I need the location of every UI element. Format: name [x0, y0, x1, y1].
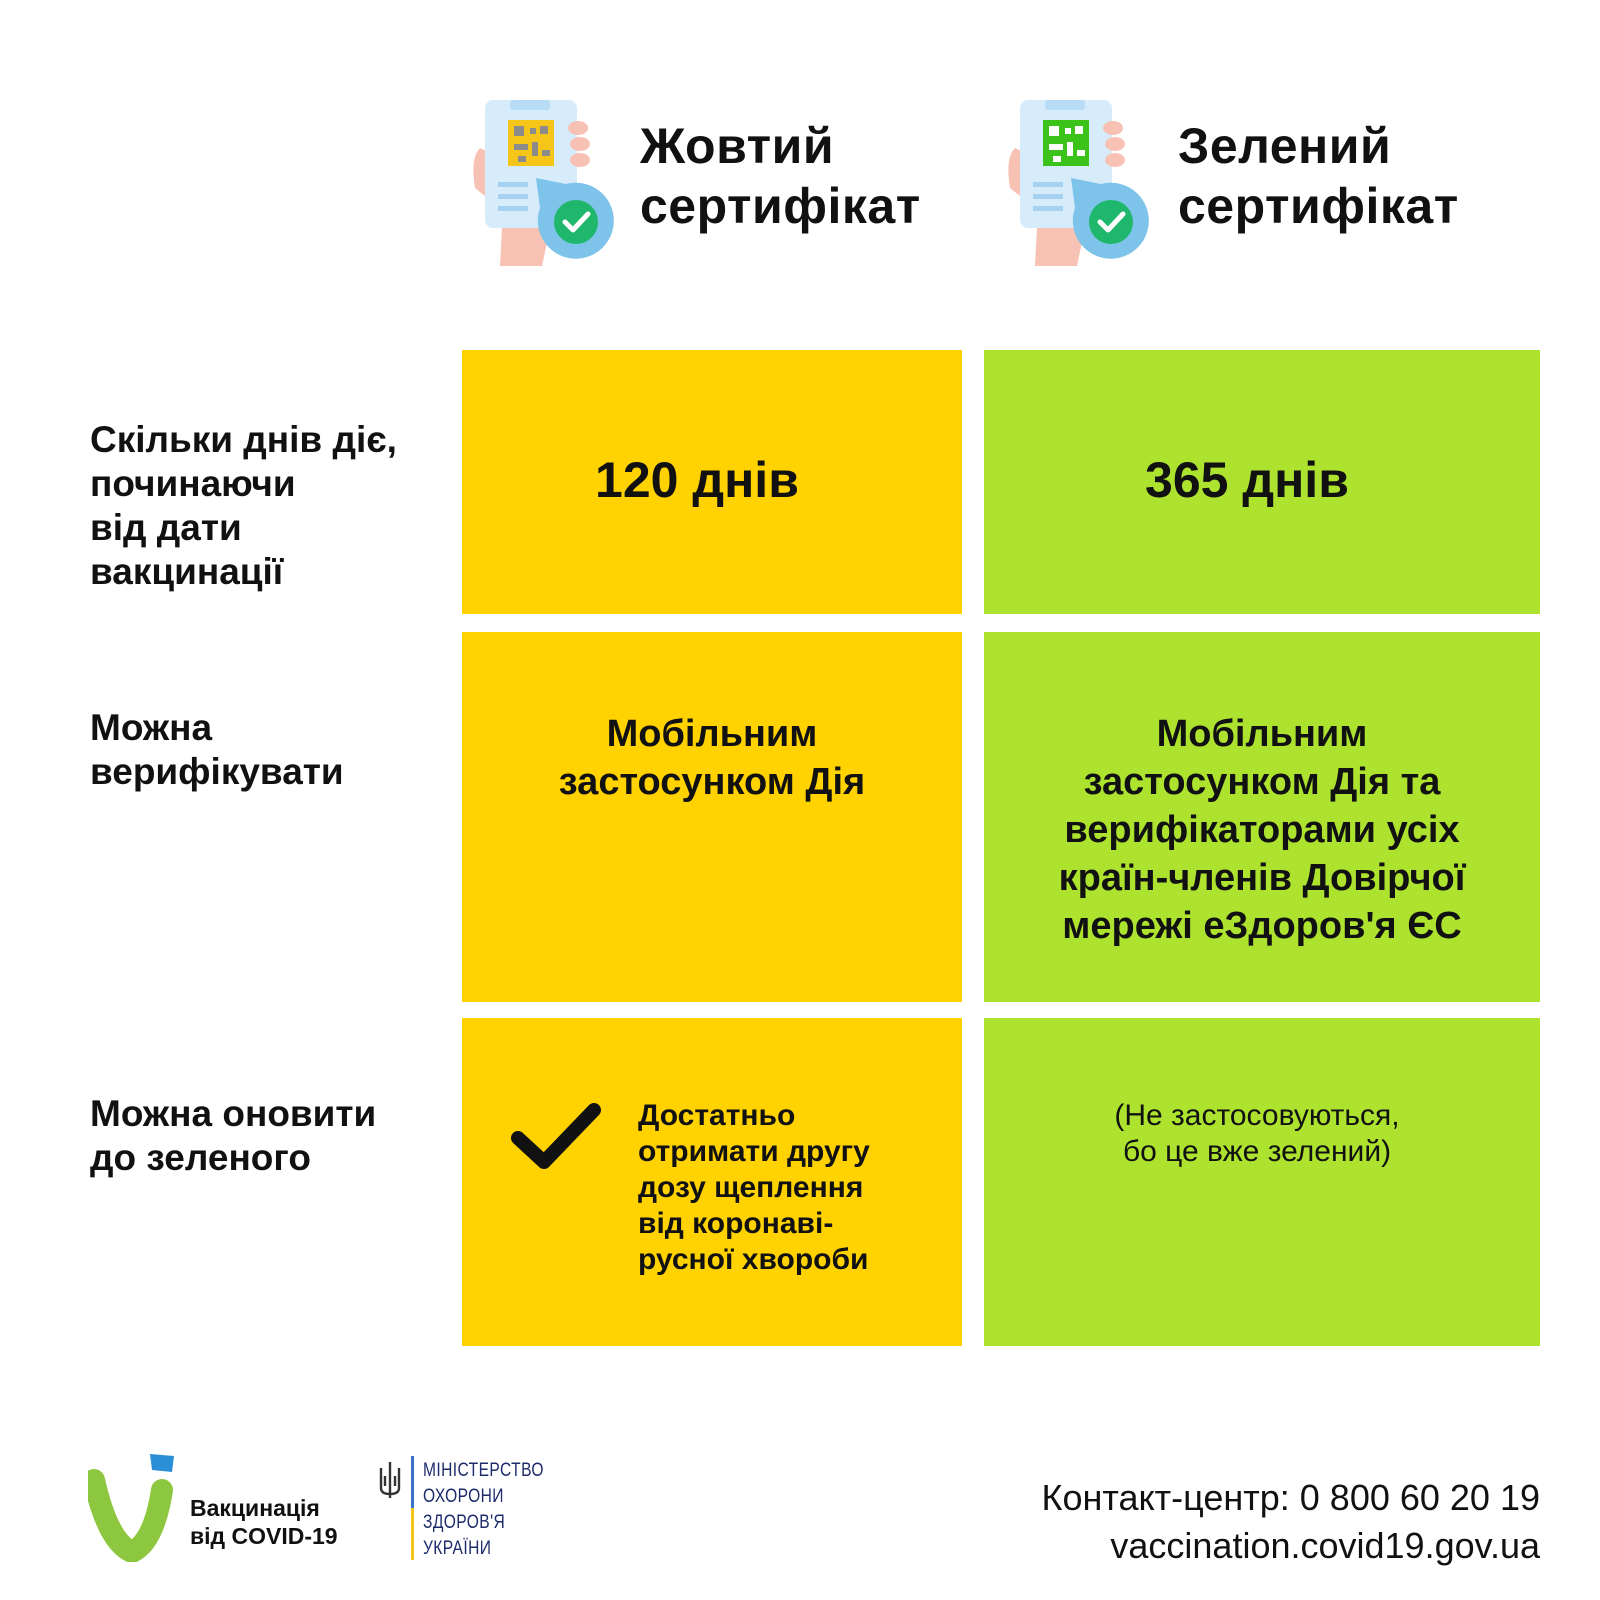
trident-icon	[377, 1460, 403, 1500]
green-validity-value: 365 днів	[1145, 452, 1349, 508]
green-certificate-phone-icon	[1005, 98, 1165, 278]
brand-name: Вакцинація від COVID-19	[190, 1495, 338, 1549]
contact-info	[1042, 1474, 1540, 1570]
green-verification-cell	[984, 632, 1540, 1002]
yellow-upgrade-cell	[462, 1018, 962, 1346]
ministry-name: МІНІСТЕРСТВО ОХОРОНИ ЗДОРОВ'Я УКРАЇНИ	[423, 1460, 544, 1559]
green-upgrade-note: (Не застосовуються, бо це вже зелений)	[1114, 1099, 1400, 1168]
green-upgrade-cell	[984, 1018, 1540, 1346]
yellow-verification-cell	[462, 632, 962, 1002]
row-label-verification: Можна верифікувати	[90, 707, 344, 792]
green-verification-text: Мобільним застосунком Дія та верифікаторами усіх країн-членів Довірчої мережі еЗдоров'я ЄС	[1058, 713, 1466, 947]
yellow-certificate-title: Жовтий сертифікат	[640, 118, 921, 234]
green-validity-cell	[984, 350, 1540, 614]
row-label-upgrade: Можна оновити до зеленого	[90, 1093, 377, 1178]
row-label-validity: Скільки днів діє, починаючи від дати вакцинації	[90, 419, 397, 592]
yellow-verification-text: Мобільним застосунком Дія	[558, 713, 866, 803]
website-link[interactable]: vaccination.covid19.gov.ua	[1110, 1525, 1540, 1566]
contact-center-phone: Контакт-центр: 0 800 60 20 19	[1041, 1477, 1540, 1518]
checkmark-icon	[510, 1100, 602, 1172]
yellow-upgrade-text: Достатньо отримати другу дозу щеплення від коронаві- русної хвороби	[638, 1099, 870, 1276]
yellow-validity-value: 120 днів	[595, 452, 799, 508]
vaccination-v-logo-icon	[88, 1452, 178, 1562]
yellow-certificate-phone-icon	[470, 98, 630, 278]
green-certificate-title: Зелений сертифікат	[1178, 118, 1459, 234]
yellow-validity-cell	[462, 350, 962, 614]
ministry-divider	[411, 1456, 414, 1560]
